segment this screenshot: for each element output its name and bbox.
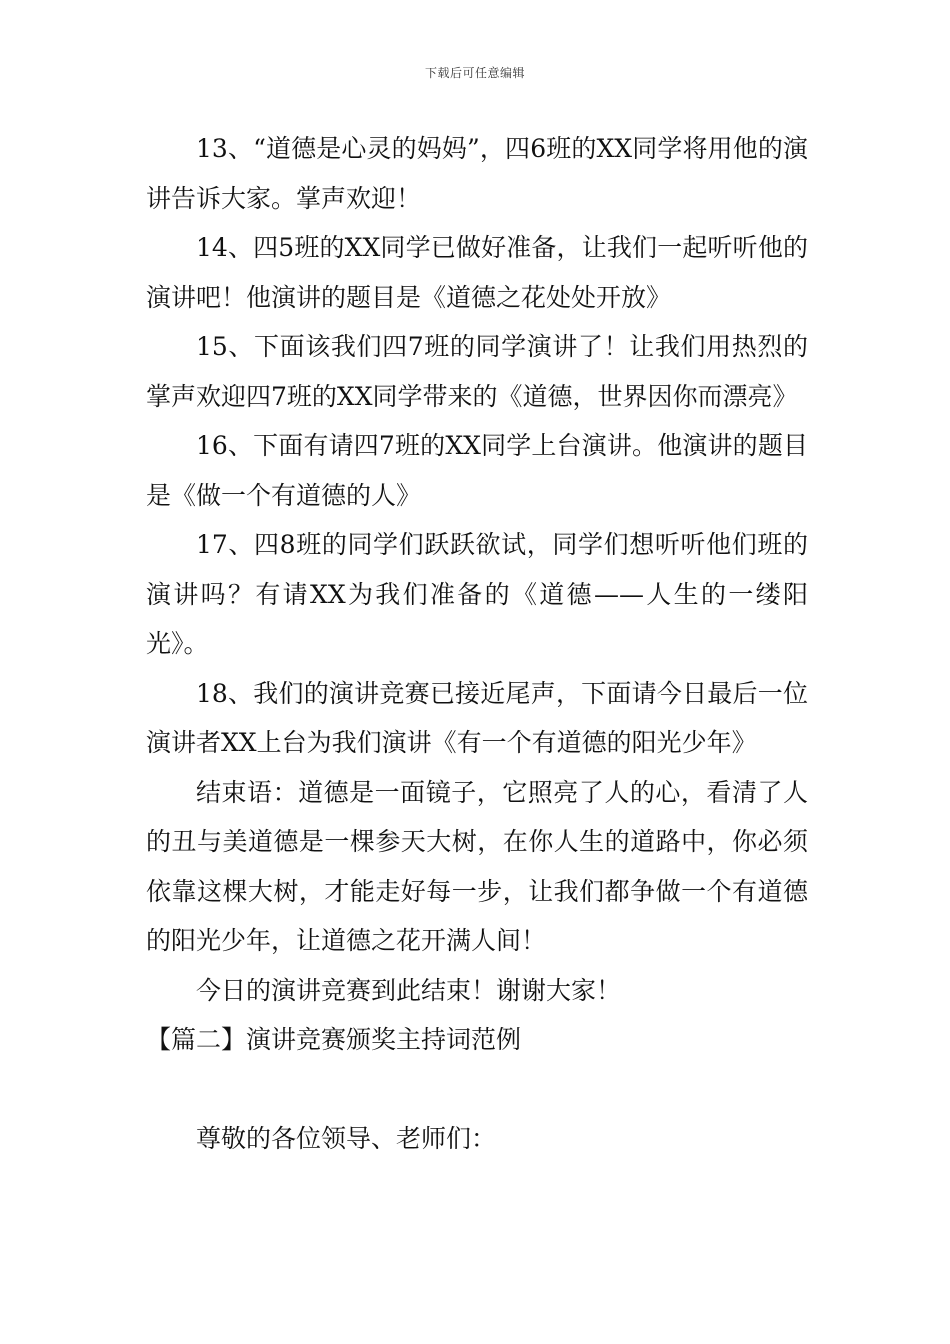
closing-remarks: 结束语：道德是一面镜子，它照亮了人的心，看清了人的丑与美道德是一棵参天大树，在你人生的道路中，你必须依靠这棵大树，才能走好每一步，让我们都争做一个有道德的阳光少年，让道德之花开满人间！: [146, 777, 808, 955]
paragraph-18: 18、我们的演讲竞赛已接近尾声，下面请今日最后一位演讲者XX上台为我们演讲《有一个有道德的阳光少年》: [146, 678, 808, 757]
paragraph-16: 16、下面有请四7班的XX同学上台演讲。他演讲的题目是《做一个有道德的人》: [146, 431, 808, 510]
ending-line: 今日的演讲竞赛到此结束！谢谢大家！: [196, 975, 622, 1005]
greeting: 尊敬的各位领导、老师们：: [196, 1124, 497, 1153]
paragraph-13: 13、“道德是心灵的妈妈”，四6班的XX同学将用他的演讲告诉大家。掌声欢迎！: [146, 134, 808, 213]
paragraph-14: 14、四5班的XX同学已做好准备，让我们一起听听他的演讲吧！他演讲的题目是《道德之花处处开放》: [146, 233, 808, 312]
section-heading: 【篇二】演讲竞赛颁奖主持词范例: [146, 1025, 522, 1054]
document-body: [146, 124, 808, 1164]
page-header: 下载后可任意编辑: [424, 66, 525, 80]
blank-line: [146, 1065, 808, 1115]
paragraph-15: 15、下面该我们四7班的同学演讲了！让我们用热烈的掌声欢迎四7班的XX同学带来的《道德，世界因你而漂亮》: [146, 332, 808, 411]
paragraph-17: 17、四8班的同学们跃跃欲试，同学们想听听他们班的演讲吗？有请XX为我们准备的《道德——人生的一缕阳光》。: [146, 530, 808, 658]
